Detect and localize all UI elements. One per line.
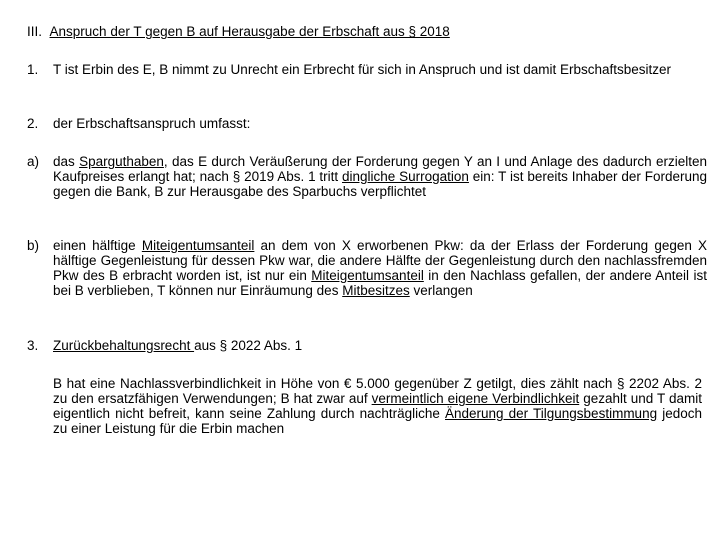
list-item-number: 1. <box>27 62 39 77</box>
term-sparguthaben: Sparguthaben <box>79 154 164 169</box>
list-item-text: das Sparguthaben, das E durch Veräußerung der Forderung gegen Y an I und Anlage des dadurch erzielten Kaufpreises erlangt hat; nach § 2019 Abs. 1 tritt dingliche Surrogation ein: T ist bereits Inhaber der Forderung gegen die Bank, B zur Herausgabe des Sparbuchs verpflichtet <box>53 154 707 199</box>
list-item-3 <box>27 338 707 353</box>
list-item-a <box>27 154 707 199</box>
term-mitbesitzes: Mitbesitzes <box>342 283 410 298</box>
term-vermeintlich-eigene-verbindlichkeit: vermeintlich eigene Verbindlichkeit <box>371 391 580 406</box>
term-miteigentumsanteil: Miteigentumsanteil <box>141 238 255 253</box>
term-zurueckbehaltungsrecht: Zurückbehaltungsrecht <box>53 338 195 353</box>
section-number: III. <box>27 24 43 39</box>
section-heading <box>27 24 567 39</box>
closing-paragraph: B hat eine Nachlassverbindlichkeit in Höhe von € 5.000 gegenüber Z getilgt, dies zählt nach § 2202 Abs. 2 zu den ersatzfähigen Verwendungen; B hat zwar auf vermeintlich eigene Verbindlichkeit gezahlt und T damit eigentlich nicht befreit, kann seine Zahlung durch nachträgliche Änderung der Tilgungsbestimmung jedoch zu einer Leistung für die Erbin machen <box>53 376 702 436</box>
list-item-1 <box>27 62 707 77</box>
list-item-text: Zurückbehaltungsrecht aus § 2022 Abs. 1 <box>53 338 303 353</box>
section-title: Anspruch der T gegen B auf Herausgabe der Erbschaft aus § 2018 <box>49 24 450 39</box>
list-item-number: 2. <box>27 116 39 131</box>
term-dingliche-surrogation: dingliche Surrogation <box>342 169 469 184</box>
list-item-text: T ist Erbin des E, B nimmt zu Unrecht ein Erbrecht für sich in Anspruch und ist damit Erbschaftsbesitzer <box>53 62 672 77</box>
term-aenderung-der-tilgungsbestimmung: Änderung der Tilgungsbestimmung <box>445 406 658 421</box>
list-item-number: 3. <box>27 338 39 353</box>
list-item-letter: a) <box>27 154 40 169</box>
list-item-b <box>27 238 707 298</box>
list-item-text: einen hälftige Miteigentumsanteil an dem von X erworbenen Pkw: da der Erlass der Forderung gegen X hälftige Gegenleistung für dessen Pkw war, die andere Hälfte der Gegenleistung durch den nachlassfremden Pkw des B erbracht worden ist, ist nur ein Miteigentumsanteil in den Nachlass gefallen, der andere Anteil ist bei B verblieben, T können nur Einräumung des Mitbesitzes verlangen <box>53 238 707 298</box>
list-item-text: der Erbschaftsanspruch umfasst: <box>53 116 251 131</box>
list-item-2 <box>27 116 707 131</box>
term-miteigentumsanteil: Miteigentumsanteil <box>311 268 424 283</box>
list-item-letter: b) <box>27 238 40 253</box>
